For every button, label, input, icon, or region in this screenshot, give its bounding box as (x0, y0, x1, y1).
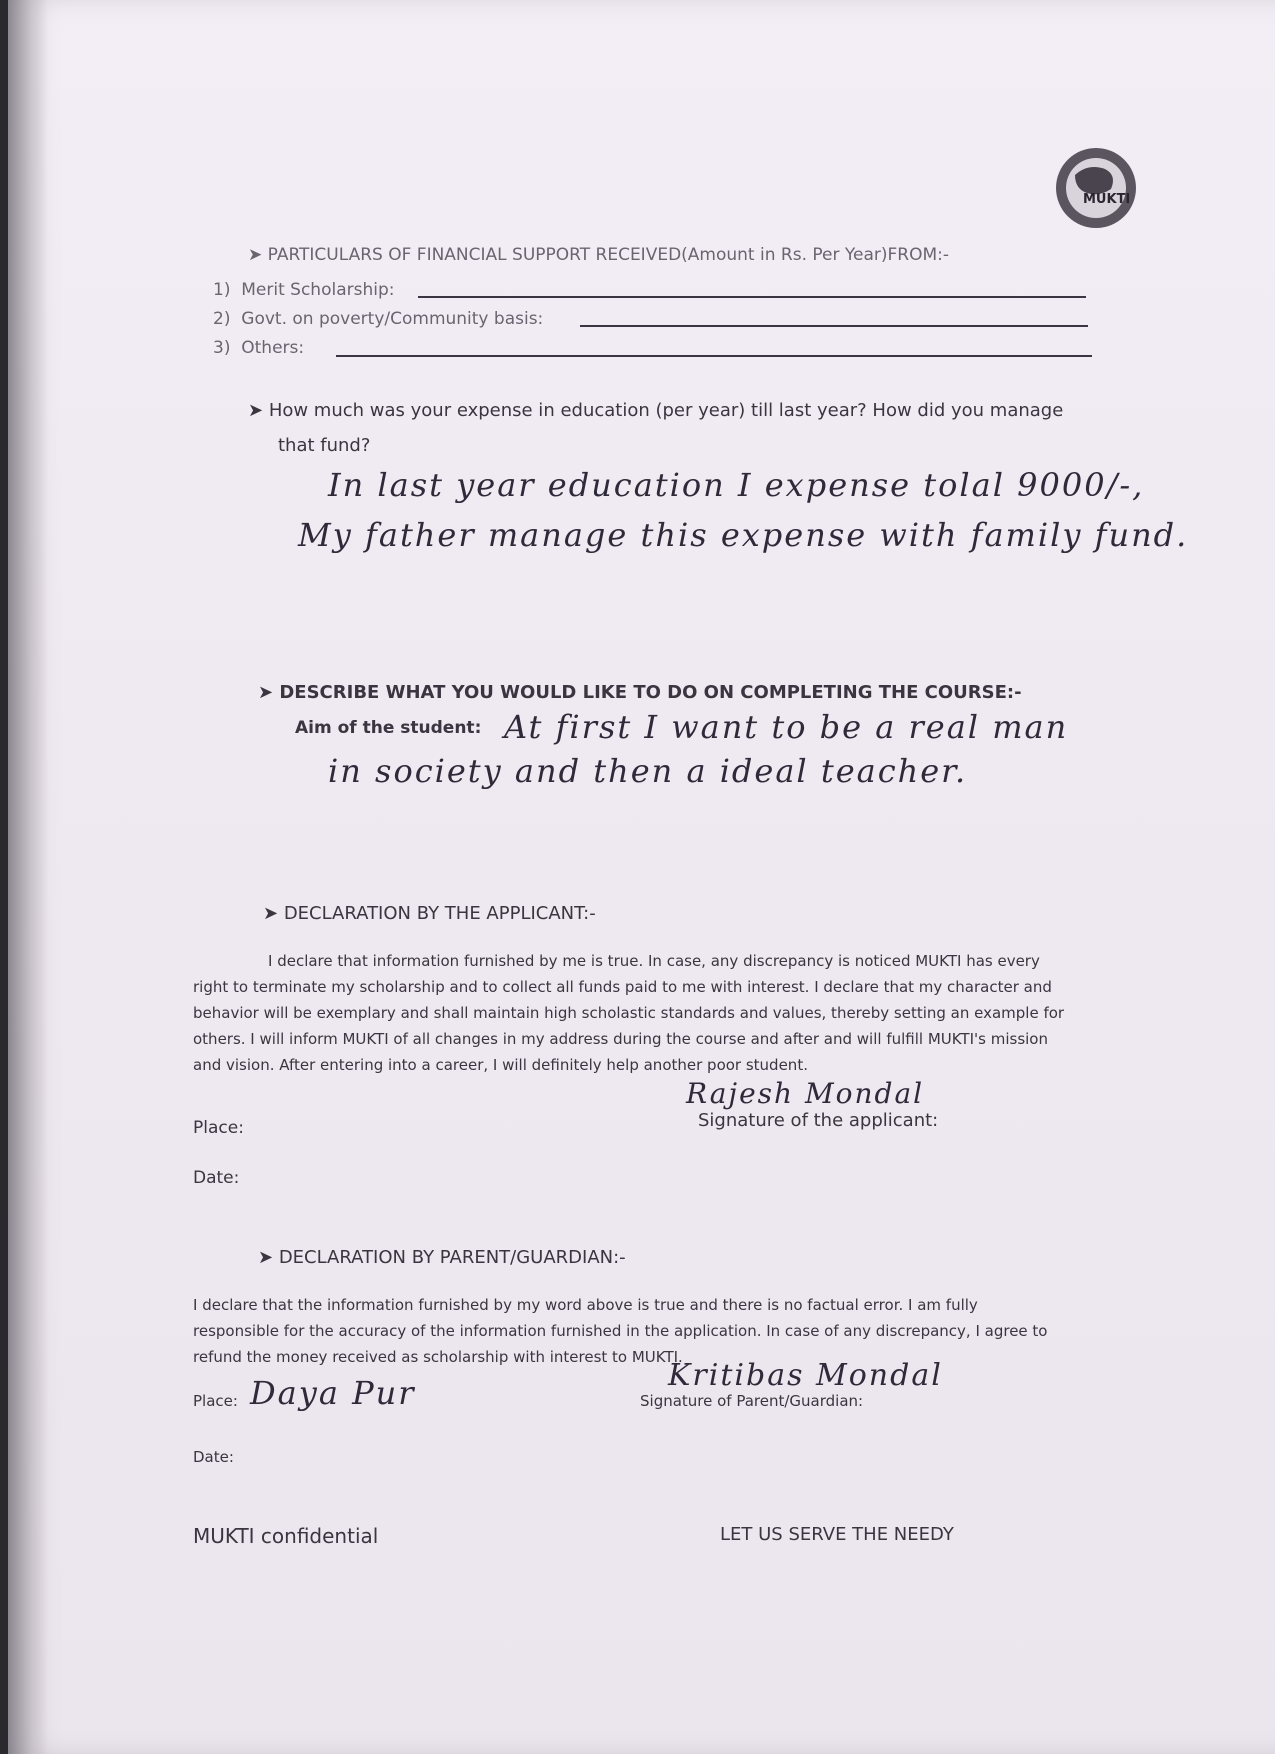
financial-item-2: 2) Govt. on poverty/Community basis: (213, 309, 544, 329)
applicant-signature-label: Signature of the applicant: (698, 1110, 939, 1131)
financial-item-1: 1) Merit Scholarship: (213, 280, 395, 300)
form-page (8, 0, 1275, 1754)
guardian-place-value: Daya Pur (250, 1374, 416, 1412)
financial-item-3: 3) Others: (213, 338, 305, 358)
applicant-heading: ➤ DECLARATION BY THE APPLICANT:- (263, 903, 596, 924)
arrow-bullet-icon: ➤ (248, 400, 269, 421)
arrow-bullet-icon: ➤ (258, 682, 280, 703)
guardian-signature-label: Signature of Parent/Guardian: (640, 1392, 864, 1410)
guardian-signature: Kritibas Mondal (668, 1358, 943, 1393)
svg-text:MUKTI: MUKTI (1083, 192, 1131, 207)
applicant-place-label: Place: (193, 1118, 244, 1138)
arrow-bullet-icon: ➤ (263, 903, 284, 924)
aim-answer-line1: At first I want to be a real man (504, 708, 1069, 746)
expense-answer-line2: My father manage this expense with family fund. (298, 516, 1189, 554)
govt-poverty-line[interactable] (580, 325, 1088, 327)
mukti-logo (1053, 145, 1139, 231)
guardian-declaration-text: I declare that the information furnished by my word above is true and there is no factual error. I am fully responsible for the accuracy of the information furnished in the application. In case of any discrepancy, I agree to refund the money received as scholarship with interest to MUKTI. (193, 1296, 1048, 1366)
guardian-heading: ➤ DECLARATION BY PARENT/GUARDIAN:- (258, 1247, 626, 1268)
expense-question: ➤ How much was your expense in education (per year) till last year? How did you manage (248, 400, 1064, 421)
expense-question-cont: that fund? (278, 435, 371, 456)
applicant-signature: Rajesh Mondal (686, 1077, 925, 1110)
expense-answer-line1: In last year education I expense tolal 9000/-, (328, 466, 1145, 504)
others-line[interactable] (336, 355, 1092, 357)
aim-answer-line2: in society and then a ideal teacher. (328, 752, 968, 790)
arrow-bullet-icon: ➤ (248, 245, 268, 265)
course-heading: ➤ DESCRIBE WHAT YOU WOULD LIKE TO DO ON COMPLETING THE COURSE:- (258, 682, 1022, 703)
applicant-declaration-text: I declare that information furnished by me is true. In case, any discrepancy is noticed MUKTI has every right to terminate my scholarship and to collect all funds paid to me with interest. I declare that my character and behavior will be exemplary and shall maintain high scholastic standards and values, thereby setting an example for others. I will inform MUKTI of all changes in my address during the course and after and will fulfill MUKTI's mission and vision. After entering into a career, I will definitely help another poor student. (193, 952, 1065, 1074)
guardian-place-label: Place: (193, 1392, 238, 1410)
guardian-date-label: Date: (193, 1448, 234, 1466)
footer-confidential: MUKTI confidential (193, 1524, 379, 1548)
financial-heading: ➤ PARTICULARS OF FINANCIAL SUPPORT RECEIVED(Amount in Rs. Per Year)FROM:- (248, 245, 950, 265)
applicant-date-label: Date: (193, 1168, 240, 1188)
arrow-bullet-icon: ➤ (258, 1247, 279, 1268)
aim-label: Aim of the student: (295, 718, 482, 738)
footer-motto: LET US SERVE THE NEEDY (720, 1524, 954, 1545)
merit-scholarship-line[interactable] (418, 296, 1086, 298)
page-fold-shadow (8, 0, 48, 1754)
